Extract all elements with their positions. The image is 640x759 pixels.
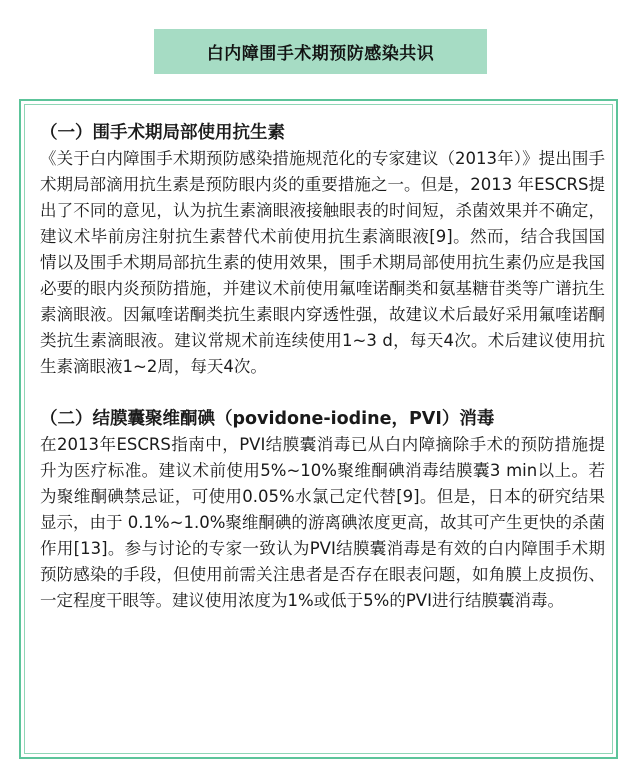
document-body [40,120,605,614]
section-paragraph: 《关于白内障围手术期预防感染措施规范化的专家建议（2013年）》提出围手术期局部滴用抗生素是预防眼内炎的重要措施之一。但是，2013 年ESCRS提出了不同的意见，认为抗生素滴眼液接触眼表的时间短，杀菌效果并不确定，建议术毕前房注射抗生素替代术前使用抗生素滴眼液[9]。然而，结合我国国情以及围手术期局部抗生素的使用效果，围手术期局部使用抗生素仍应是我国必要的眼内炎预防措施，并建议术前使用氟喹诺酮类和氨基糖苷类等广谱抗生素滴眼液。因氟喹诺酮类抗生素眼内穿透性强，故建议术后最好采用氟喹诺酮类抗生素滴眼液。建议常规术前连续使用1~3 d，每天4次。术后建议使用抗生素滴眼液1~2周，每天4次。 [40,149,605,376]
page-title: 白内障围手术期预防感染共识 [154,29,487,74]
section-pvi-disinfection [40,406,605,614]
section-paragraph: 在2013年ESCRS指南中，PVI结膜囊消毒已从白内障摘除手术的预防措施提升为医疗标准。建议术前使用5%~10%聚维酮碘消毒结膜囊3 min以上。若为聚维酮碘禁忌证，可使用0.05%水氯己定代替[9]。但是，日本的研究结果显示，由于 0.1%~1.0%聚维酮碘的游离碘浓度更高，故其可产生更快的杀菌作用[13]。参与讨论的专家一致认为PVI结膜囊消毒是有效的白内障围手术期预防感染的手段，但使用前需关注患者是否存在眼表问题，如角膜上皮损伤、一定程度干眼等。建议使用浓度为1%或低于5%的PVI进行结膜囊消毒。 [40,435,605,610]
section-local-antibiotics [40,120,605,380]
section-heading: （一）围手术期局部使用抗生素 [40,123,285,143]
section-heading: （二）结膜囊聚维酮碘（povidone-iodine，PVI）消毒 [40,409,495,429]
